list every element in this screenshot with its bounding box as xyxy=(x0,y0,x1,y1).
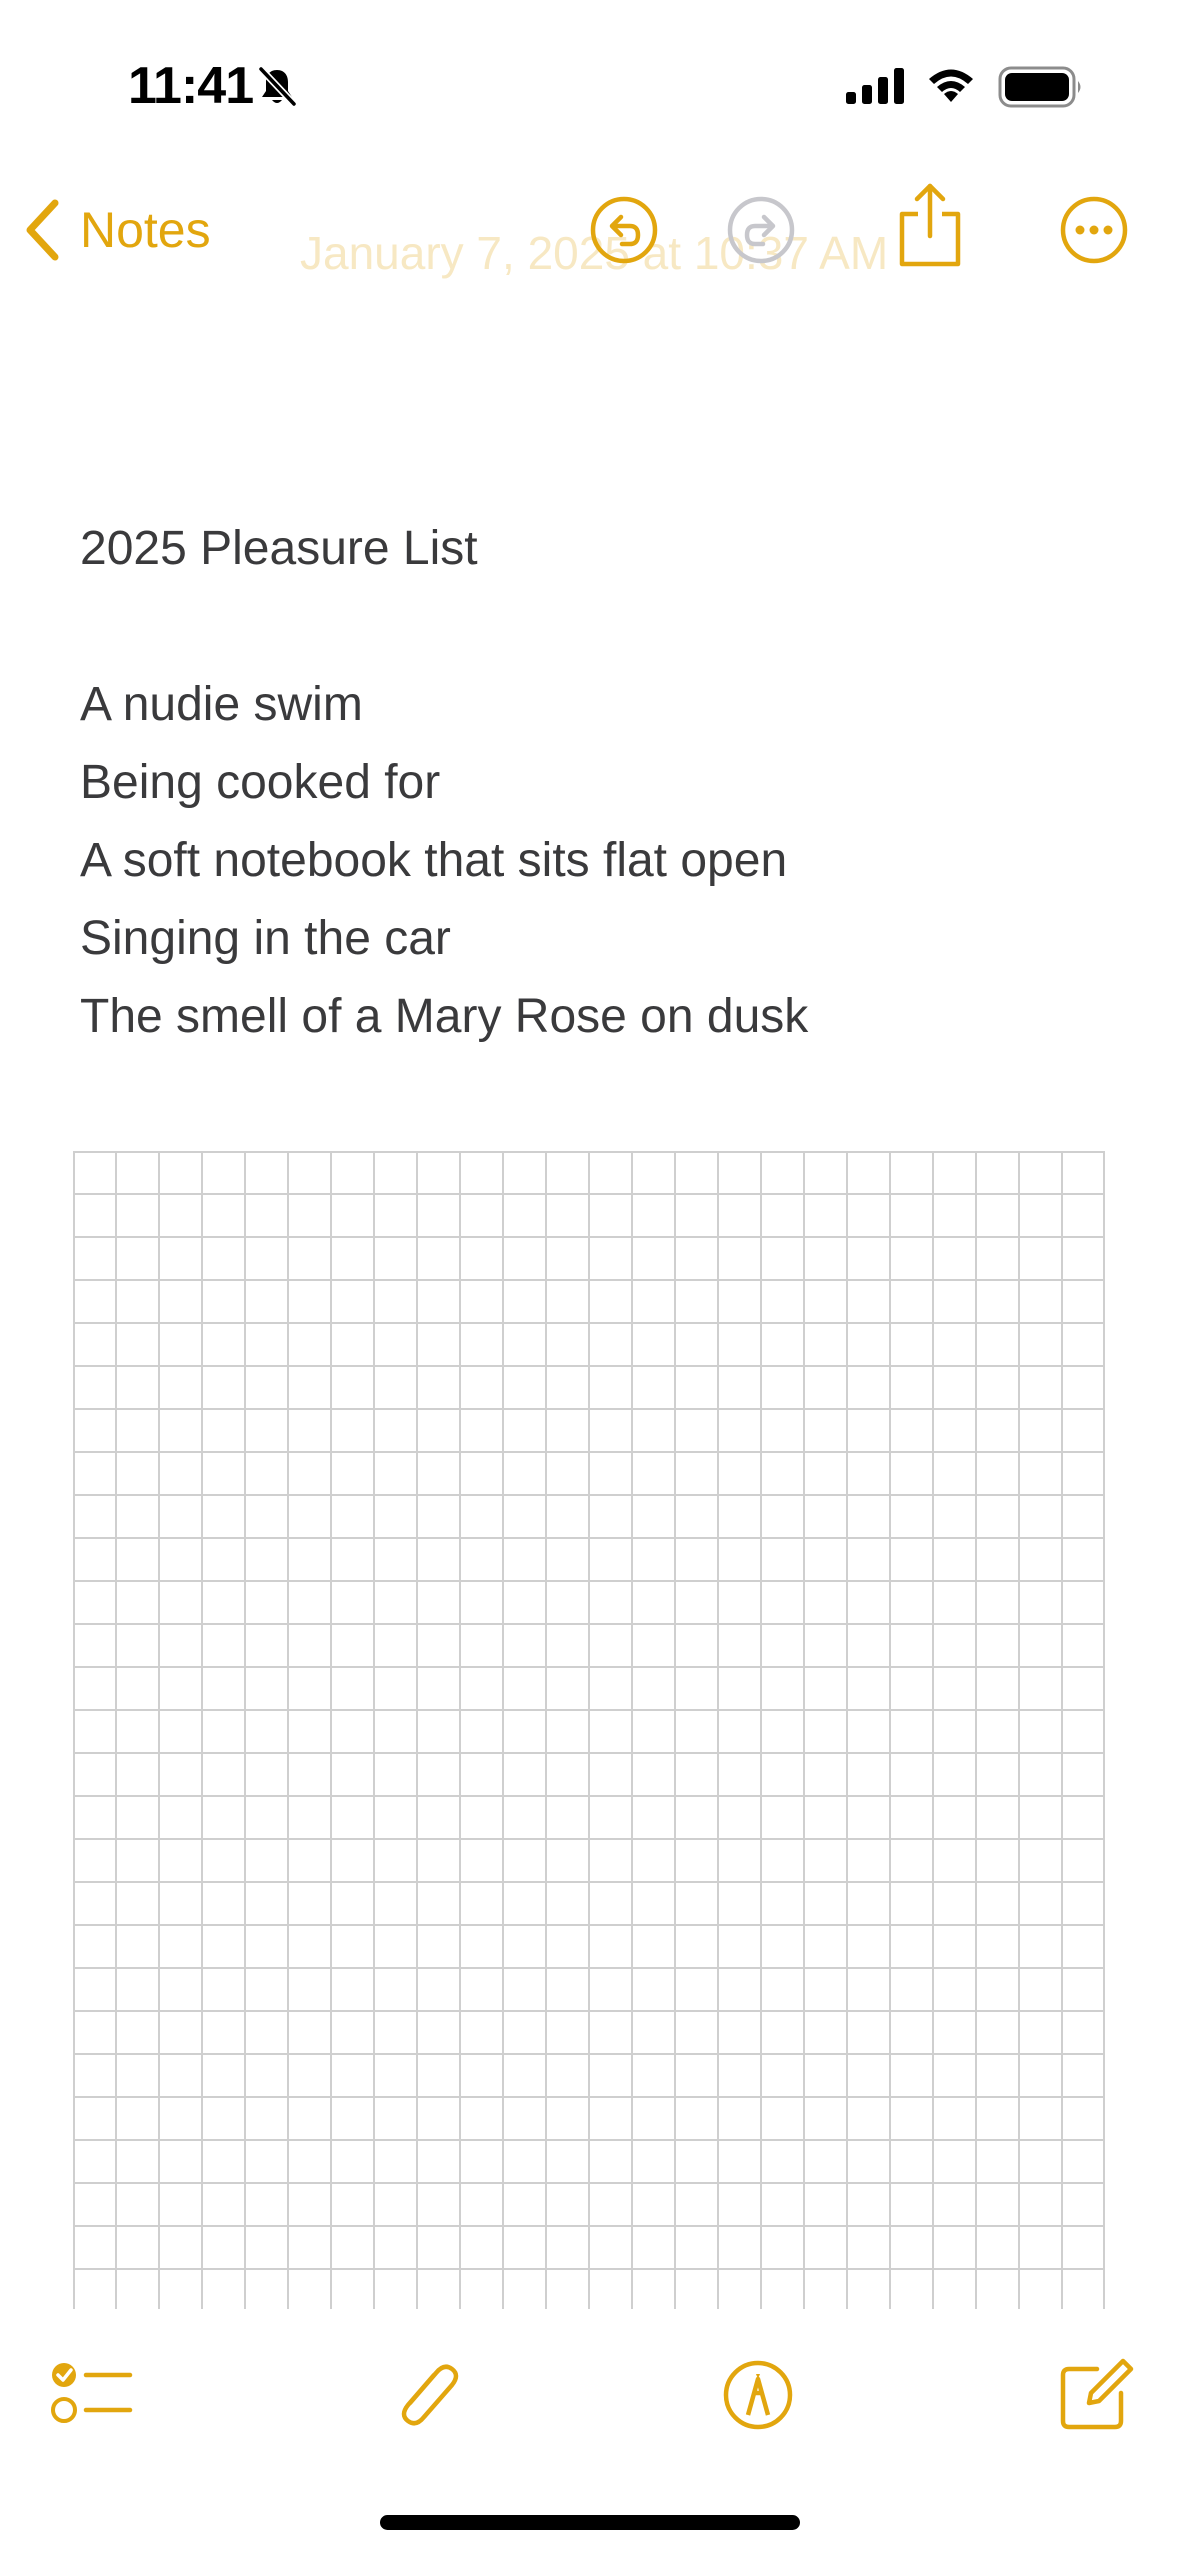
note-title[interactable]: 2025 Pleasure List xyxy=(80,522,478,575)
back-to-notes-button[interactable] xyxy=(22,192,211,268)
chevron-left-icon xyxy=(22,198,62,262)
redo-icon[interactable] xyxy=(725,194,797,266)
home-indicator[interactable] xyxy=(380,2515,800,2530)
checklist-icon xyxy=(48,2355,138,2435)
note-line[interactable]: Singing in the car xyxy=(80,912,451,965)
checklist-button[interactable] xyxy=(38,2340,148,2450)
compose-icon xyxy=(1055,2355,1135,2435)
navigation-bar xyxy=(0,170,1179,290)
note-line[interactable]: A soft notebook that sits flat open xyxy=(80,834,788,887)
bottom-toolbar xyxy=(0,2340,1179,2460)
paperclip-icon xyxy=(388,2355,468,2435)
note-date-header: January 7, 2025 at 10:37 AM xyxy=(300,227,889,279)
note-line[interactable]: Being cooked for xyxy=(80,756,441,809)
note-body[interactable] xyxy=(80,510,1100,1056)
back-button-label: Notes xyxy=(80,202,211,258)
grid-paper[interactable] xyxy=(73,1151,1105,2309)
cellular-signal-icon xyxy=(846,68,904,104)
share-icon[interactable] xyxy=(896,180,964,270)
status-bar xyxy=(0,0,1179,150)
undo-icon[interactable] xyxy=(588,194,660,266)
compose-button[interactable] xyxy=(1040,2340,1150,2450)
more-icon[interactable] xyxy=(1058,194,1130,266)
note-line[interactable]: A nudie swim xyxy=(80,678,363,731)
wifi-icon xyxy=(925,64,977,104)
battery-icon xyxy=(998,66,1084,108)
markup-pen-icon xyxy=(720,2357,796,2433)
status-time: 11:41 xyxy=(128,57,254,115)
blank-line xyxy=(80,588,1100,666)
attachment-button[interactable] xyxy=(373,2340,483,2450)
note-line[interactable]: The smell of a Mary Rose on dusk xyxy=(80,990,809,1043)
bell-slash-icon xyxy=(255,64,299,108)
sketch-grid-area[interactable] xyxy=(73,1151,1105,2309)
markup-button[interactable] xyxy=(703,2340,813,2450)
